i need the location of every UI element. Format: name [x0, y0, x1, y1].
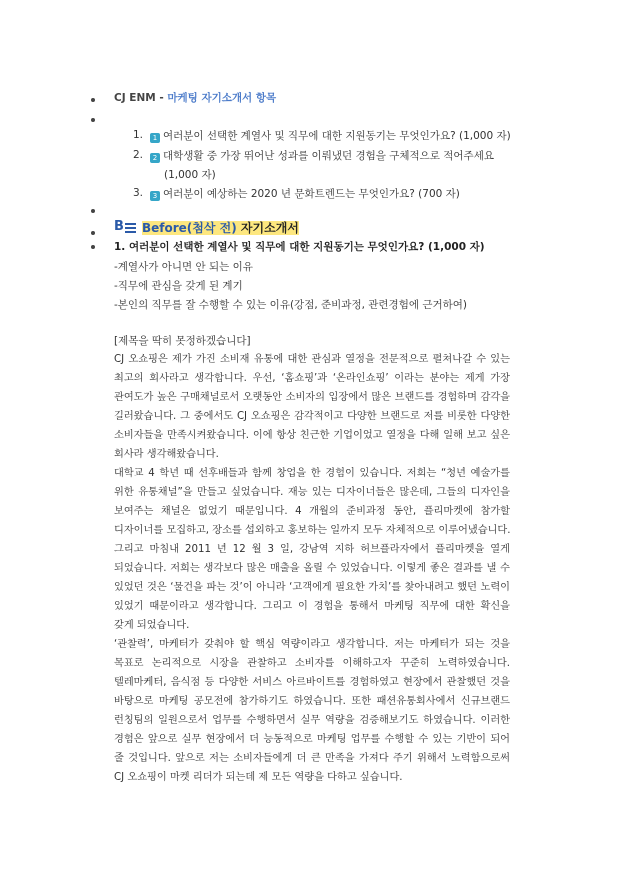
section-heading — [114, 220, 299, 236]
guide-line: -본인의 직무를 잘 수행할 수 있는 이유(강점, 준비과정, 관련경험에 근거하여) — [114, 299, 467, 311]
header-prefix: CJ ENM - — [114, 92, 168, 104]
guide-line: -계열사가 아니면 안 되는 이유 — [114, 261, 253, 273]
header-title: 마케팅 자기소개서 항목 — [167, 92, 277, 104]
question-item-1 — [150, 129, 511, 143]
body-line: 텔레마케터, 음식점 등 다양한 서비스 아르바이트를 경험하였고 현장에서 관찰했던 것을 — [114, 677, 510, 688]
bullet — [91, 98, 95, 102]
logo-lines — [125, 222, 137, 234]
item-number: 1. — [133, 129, 144, 141]
bullet — [91, 209, 95, 213]
item-text: 여러분이 선택한 계열사 및 직무에 대한 지원동기는 무엇인가요? (1,000 자) — [163, 130, 511, 142]
body-line: 있었던 것은 ‘물건을 파는 것’이 아니라 ‘고객에게 필요한 가치’를 찾아내려고 했던 노력이 — [114, 582, 510, 593]
bullet — [91, 118, 95, 122]
body-line: 갖게 되었습니다. — [114, 620, 190, 631]
number-2-icon: 2 — [150, 153, 160, 163]
document-logo-icon — [114, 220, 138, 234]
number-1-icon: 1 — [150, 133, 160, 143]
body-line: 되었습니다. 저희는 생각보다 많은 매출을 올릴 수 있었습니다. 이렇게 좋은 결과를 낼 수 — [114, 563, 510, 574]
question-item-3 — [150, 187, 460, 201]
section-title-before: Before(첨삭 전) — [142, 221, 237, 235]
body-line: 위한 유통채널”을 만들고 싶었습니다. 재능 있는 디자이너들은 많은데, 그들의 디자인을 — [114, 487, 510, 498]
question-item-2 — [150, 149, 494, 163]
logo-letter: B — [114, 219, 124, 234]
body-line: CJ 오쇼핑은 제가 가진 소비재 유통에 대한 관심과 열정을 전문적으로 펼쳐나갈 수 있는 — [114, 354, 510, 365]
header-line — [114, 91, 276, 105]
body-line: 보여주는 채널은 없었기 때문입니다. 4 개월의 준비과정 동안, 플리마켓에 참가할 — [114, 506, 510, 517]
body-line: 소비자들을 만족시켜왔습니다. 이에 항상 친근한 기업이었고 열정을 다해 일해 보고 싶은 — [114, 430, 510, 441]
body-line: 바탕으로 마케팅 공모전에 참가하기도 하였습니다. 또한 패션유통회사에서 신규브랜드 — [114, 696, 510, 707]
body-line: 대학교 4 학년 때 선후배들과 함께 창업을 한 경험이 있습니다. 저희는 “청년 예술가를 — [114, 468, 510, 479]
section-title-rest: 자기소개서 — [236, 221, 299, 235]
answer-title: [제목을 딱히 못정하겠습니다] — [114, 335, 251, 347]
bullet — [91, 245, 95, 249]
body-line: 줄 것입니다. 앞으로 저는 소비자들에게 더 큰 만족을 가져다 주기 위해서 노력함으로써 — [114, 753, 510, 764]
item-number: 3. — [133, 187, 144, 199]
body-line: CJ 오쇼핑이 마켓 리더가 되는데 제 모든 역량을 다하고 싶습니다. — [114, 772, 403, 783]
bullet — [91, 231, 95, 235]
body-line: 디자이너를 모집하고, 장소를 섭외하고 홍보하는 일까지 모두 자체적으로 이루어냈습니다. — [114, 525, 511, 536]
body-line: 그리고 마침내 2011 년 12 월 3 일, 강남역 지하 허브플라자에서 플리마켓을 열게 — [114, 544, 510, 555]
item-number: 2. — [133, 149, 144, 161]
body-line: 길러왔습니다. 그 중에서도 CJ 오쇼핑은 감각적이고 다양한 브랜드로 저를 비롯한 다양한 — [114, 411, 510, 422]
body-line: 런칭팀의 일원으로서 업무를 수행하면서 실무 역량을 검증해보기도 하였습니다. 이러한 — [114, 715, 510, 726]
body-line: 회사라 생각해왔습니다. — [114, 449, 219, 460]
item-text: 여러분이 예상하는 2020 년 문화트렌드는 무엇인가요? (700 자) — [163, 188, 460, 200]
body-line: 목표로 논리적으로 시장을 관찰하고 소비자를 이해하고자 꾸준히 노력하였습니다. — [114, 658, 510, 669]
guide-line: -직무에 관심을 갖게 된 계기 — [114, 280, 243, 292]
number-3-icon: 3 — [150, 191, 160, 201]
body-line: 경험은 앞으로 실무 현장에서 더 능동적으로 마케팅 업무를 수행할 수 있는 기반이 되어 — [114, 734, 510, 745]
item-text-continued: (1,000 자) — [164, 169, 216, 181]
body-line: ‘관찰력’, 마케터가 갖춰야 할 핵심 역량이라고 생각합니다. 저는 마케터가 되는 것을 — [114, 639, 510, 650]
body-line: 최고의 회사라고 생각합니다. 우선, ‘홈쇼핑’과 ‘온라인쇼핑’ 이라는 분야는 제게 가장 — [114, 373, 510, 384]
item-text: 대학생활 중 가장 뛰어난 성과를 이뤄냈던 경험을 구체적으로 적어주세요 — [163, 150, 494, 162]
body-line: 관여도가 높은 구매채널로서 오랫동안 소비자의 입장에서 많은 브랜드를 경험하며 감각을 — [114, 392, 510, 403]
question-heading: 1. 여러분이 선택한 계열사 및 직무에 대한 지원동기는 무엇인가요? (1,000 자) — [114, 241, 485, 253]
body-line: 있었기 때문이라고 생각합니다. 그리고 이 경험을 통해서 마케팅 직무에 대한 확신을 — [114, 601, 510, 612]
